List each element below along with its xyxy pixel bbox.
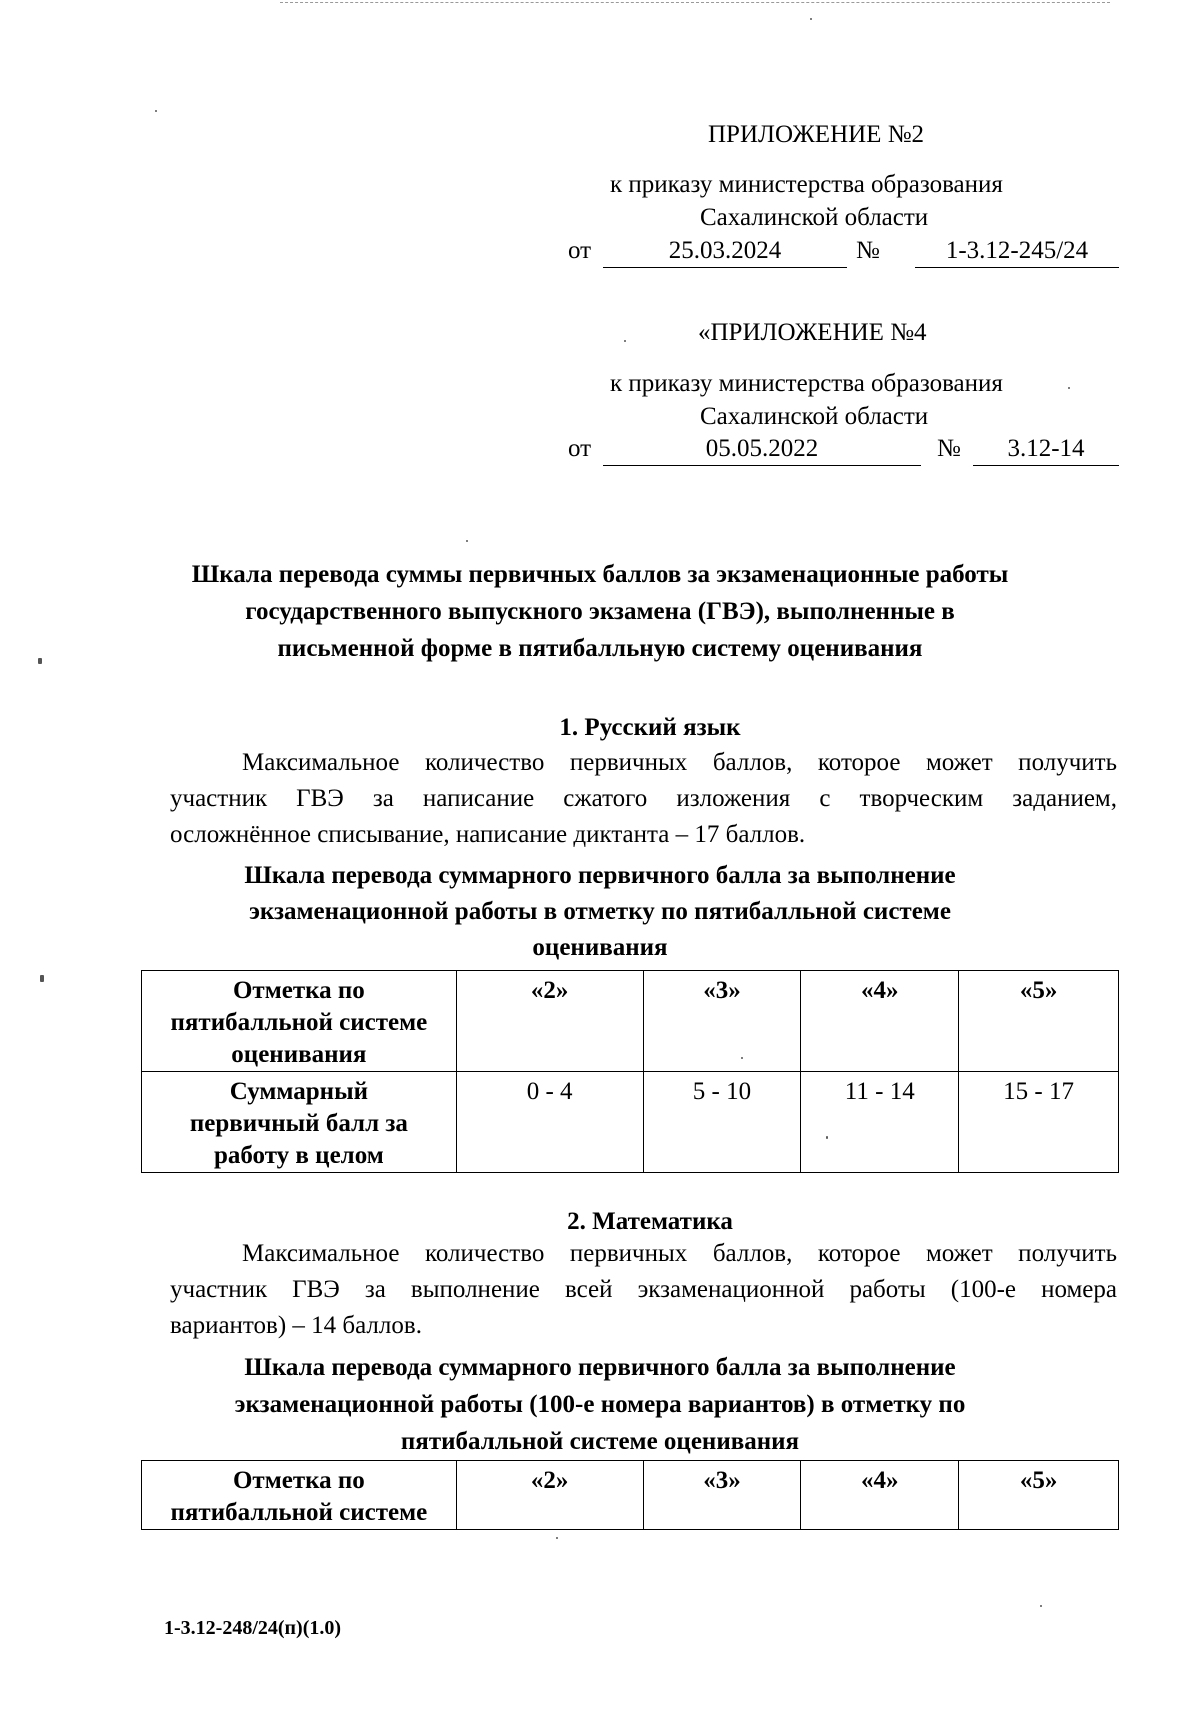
grade-cell-2: «2» (456, 1461, 643, 1530)
grade-row-label (142, 1461, 457, 1530)
section2-scale-title-line2: экзаменационной работы (100-е номера вариантов) в отметку по (234, 1391, 966, 1418)
main-title-line3: письменной форме в пятибалльную систему оценивания (277, 635, 923, 662)
main-title-line1: Шкала перевода суммы первичных баллов за экзаменационные работы (191, 561, 1009, 588)
grade-cell-5: «5» (959, 1461, 1119, 1530)
grade-row-label (142, 971, 457, 1072)
grade-cell-3: «3» (643, 1461, 801, 1530)
section1-para-line1: Максимальное количество первичных баллов, которое может получить (242, 749, 1117, 776)
section2-para-line3: вариантов) – 14 баллов. (170, 1312, 422, 1339)
score-range-2: 0 - 4 (456, 1072, 643, 1173)
section2-scale-title (150, 1349, 1050, 1460)
appendix-2-from-label: от (568, 237, 592, 264)
score-row-label (142, 1072, 457, 1173)
section1-para-line3: осложнённое списывание, написание диктанта – 17 баллов. (170, 821, 806, 848)
score-label-line1: Суммарный (229, 1078, 368, 1105)
appendix-2-title: ПРИЛОЖЕНИЕ №2 (708, 121, 925, 148)
grade-cell-4: «4» (801, 1461, 959, 1530)
section1-heading: 1. Русский язык (559, 714, 741, 741)
section2-scale-title-line1: Шкала перевода суммарного первичного балла за выполнение (244, 1354, 956, 1381)
appendix-4-from-label: от (568, 435, 592, 462)
appendix-4-number-label: № (937, 435, 961, 462)
score-label-line2: первичный балл за (189, 1110, 408, 1137)
main-title (150, 556, 1050, 667)
score-label-line3: работу в целом (213, 1142, 384, 1169)
section2-scale-title-line3: пятибалльной системе оценивания (400, 1428, 800, 1455)
appendix-2-date: 25.03.2024 (603, 234, 847, 268)
section1-scale-title-line2: экзаменационной работы в отметку по пятибалльной системе (249, 898, 951, 925)
section1-scale-title (150, 858, 1050, 966)
score-range-5: 15 - 17 (959, 1072, 1119, 1173)
main-title-line2: государственного выпускного экзамена (ГВЭ), выполненные в (245, 598, 955, 625)
section1-para-line2: участник ГВЭ за написание сжатого изложения с творческим заданием, (170, 785, 1117, 812)
table-row (142, 971, 1119, 1072)
section1-scale-title-line1: Шкала перевода суммарного первичного балла за выполнение (244, 862, 956, 889)
grade-cell-5: «5» (959, 971, 1119, 1072)
section2-para-line1: Максимальное количество первичных баллов, которое может получить (242, 1240, 1117, 1267)
appendix-4-title: «ПРИЛОЖЕНИЕ №4 (698, 319, 927, 346)
appendix-2-number-label: № (856, 237, 880, 264)
grade-label-line3: оценивания (231, 1041, 367, 1068)
appendix-4-number: 3.12-14 (973, 432, 1119, 466)
section1-grade-table (141, 970, 1119, 1173)
grade-cell-3: «3» (643, 971, 801, 1072)
grade-cell-4: «4» (801, 971, 959, 1072)
appendix-4-date: 05.05.2022 (603, 432, 921, 466)
section2-grade-table (141, 1460, 1119, 1530)
score-range-3: 5 - 10 (643, 1072, 801, 1173)
appendix-4-line2: Сахалинской области (700, 403, 929, 430)
section1-scale-title-line3: оценивания (532, 934, 668, 961)
section2-para-line2: участник ГВЭ за выполнение всей экзаменационной работы (100-е номера (170, 1276, 1117, 1303)
section2-heading: 2. Математика (567, 1208, 733, 1235)
appendix-2-number: 1-3.12-245/24 (915, 234, 1119, 268)
grade-label-line2: пятибалльной системе (170, 1499, 428, 1526)
scan-top-edge (280, 2, 1110, 3)
table-row (142, 1072, 1119, 1173)
grade-label-line1: Отметка по (232, 977, 365, 1004)
appendix-2-line2: Сахалинской области (700, 204, 929, 231)
section2-paragraph (170, 1236, 1117, 1344)
grade-label-line2: пятибалльной системе (170, 1009, 428, 1036)
footer-doc-code: 1-3.12-248/24(п)(1.0) (164, 1617, 342, 1639)
section1-paragraph (170, 745, 1117, 853)
table-row (142, 1461, 1119, 1530)
grade-label-line1: Отметка по (232, 1467, 365, 1494)
grade-cell-2: «2» (456, 971, 643, 1072)
appendix-2-line1: к приказу министерства образования (610, 171, 1003, 198)
appendix-4-line1: к приказу министерства образования (610, 370, 1003, 397)
score-range-4: 11 - 14 (801, 1072, 959, 1173)
